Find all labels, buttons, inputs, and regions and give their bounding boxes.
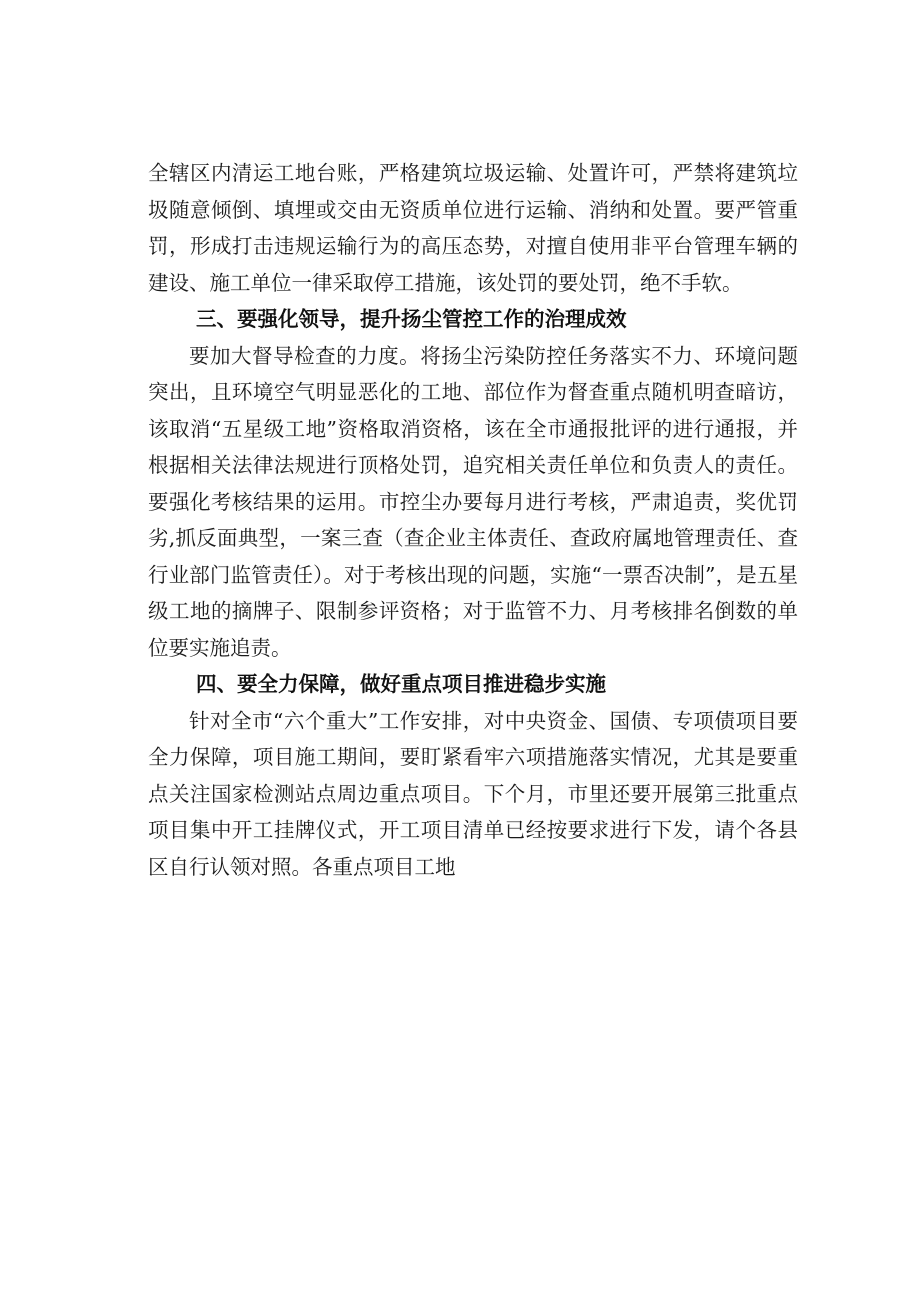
document-body xyxy=(148,155,798,885)
paragraph-construction-waste: 全辖区内清运工地台账，严格建筑垃圾运输、处置许可，严禁将建筑垃圾随意倾倒、填埋或交由无资质单位进行运输、消纳和处置。要严管重罚，形成打击违规运输行为的高压态势，对擅自使用非平台管理车辆的建设、施工单位一律采取停工措施，该处罚的要处罚，绝不手软。 xyxy=(148,161,798,295)
section-heading-three: 三、要强化领导，提升扬尘管控工作的治理成效 xyxy=(196,307,627,331)
section-heading-four: 四、要全力保障，做好重点项目推进稳步实施 xyxy=(196,672,606,696)
paragraph-supervision-inspection: 要加大督导检查的力度。将扬尘污染防控任务落实不力、环境问题突出，且环境空气明显恶化的工地、部位作为督查重点随机明查暗访，该取消“五星级工地”资格取消资格，该在全市通报批评的进行通报，并根据相关法律法规进行顶格处罚，追究相关责任单位和负责人的责任。要强化考核结果的运用。市控尘办要每月进行考核，严肃追责，奖优罚劣,抓反面典型，一案三查（查企业主体责任、查政府属地管理责任、查行业部门监管责任）。对于考核出现的问题，实施“一票否决制”，是五星级工地的摘牌子、限制参评资格；对于监管不力、月考核排名倒数的单位要实施追责。 xyxy=(148,343,798,660)
paragraph-key-projects: 针对全市“六个重大”工作安排，对中央资金、国债、专项债项目要全力保障，项目施工期间，要盯紧看牢六项措施落实情况，尤其是要重点关注国家检测站点周边重点项目。下个月，市里还要开展第三批重点项目集中开工挂牌仪式，开工项目清单已经按要求进行下发，请个各县区自行认领对照。各重点项目工地 xyxy=(148,708,798,879)
